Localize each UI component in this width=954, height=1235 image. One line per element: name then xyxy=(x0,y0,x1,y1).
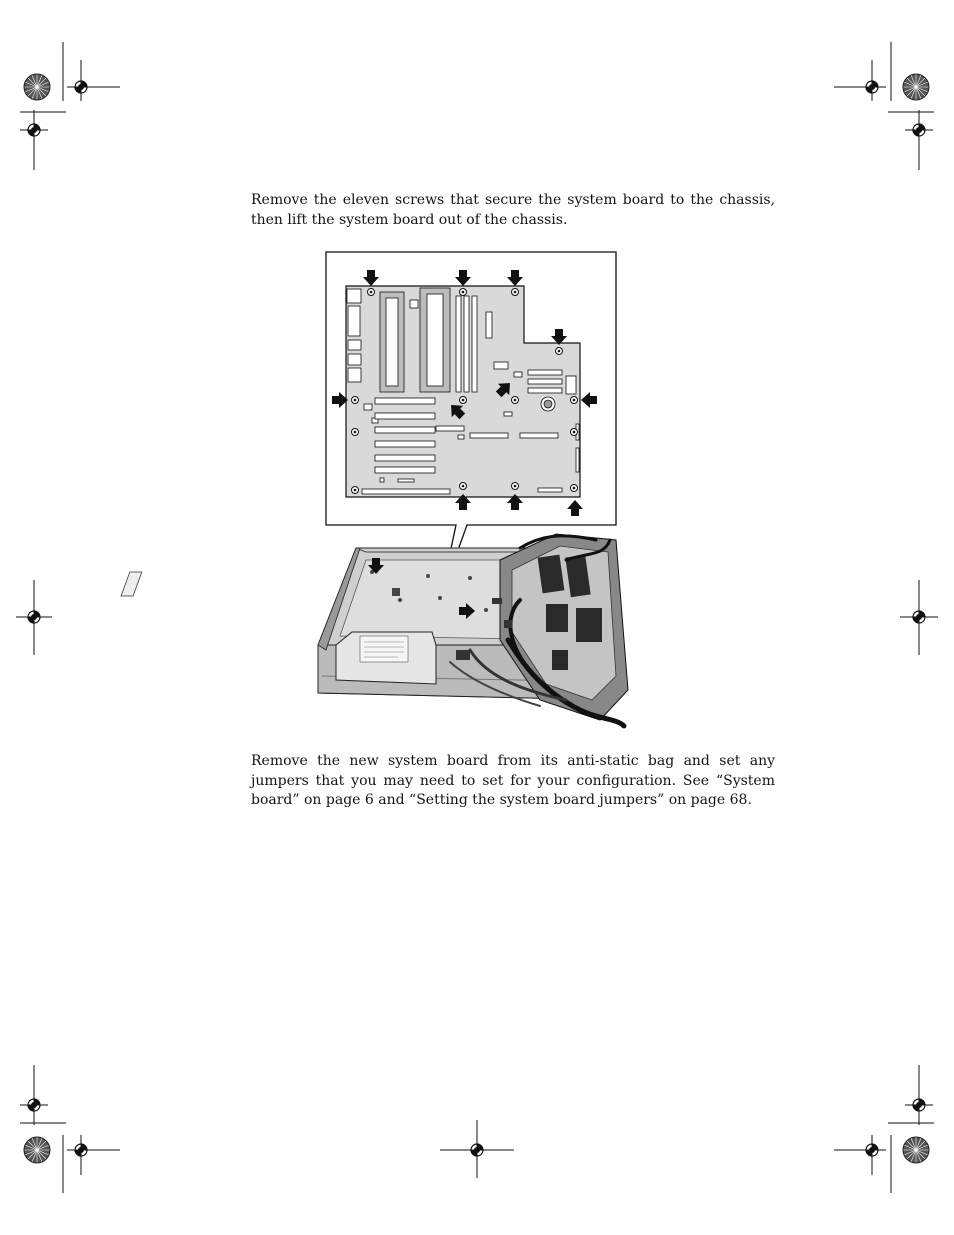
io-ports xyxy=(347,289,361,382)
chassis-illustration xyxy=(121,534,628,726)
instruction-paragraph-set-jumpers: Remove the new system board from its anti-static bag and set any jumpers that you may need to set for your configuration. See “System board” on page 6 and “Setting the system board jumpers” on page 68. xyxy=(251,753,775,808)
instruction-paragraph-remove-screws: Remove the eleven screws that secure the system board to the chassis, then lift the system board out of the chassis. xyxy=(251,192,775,228)
